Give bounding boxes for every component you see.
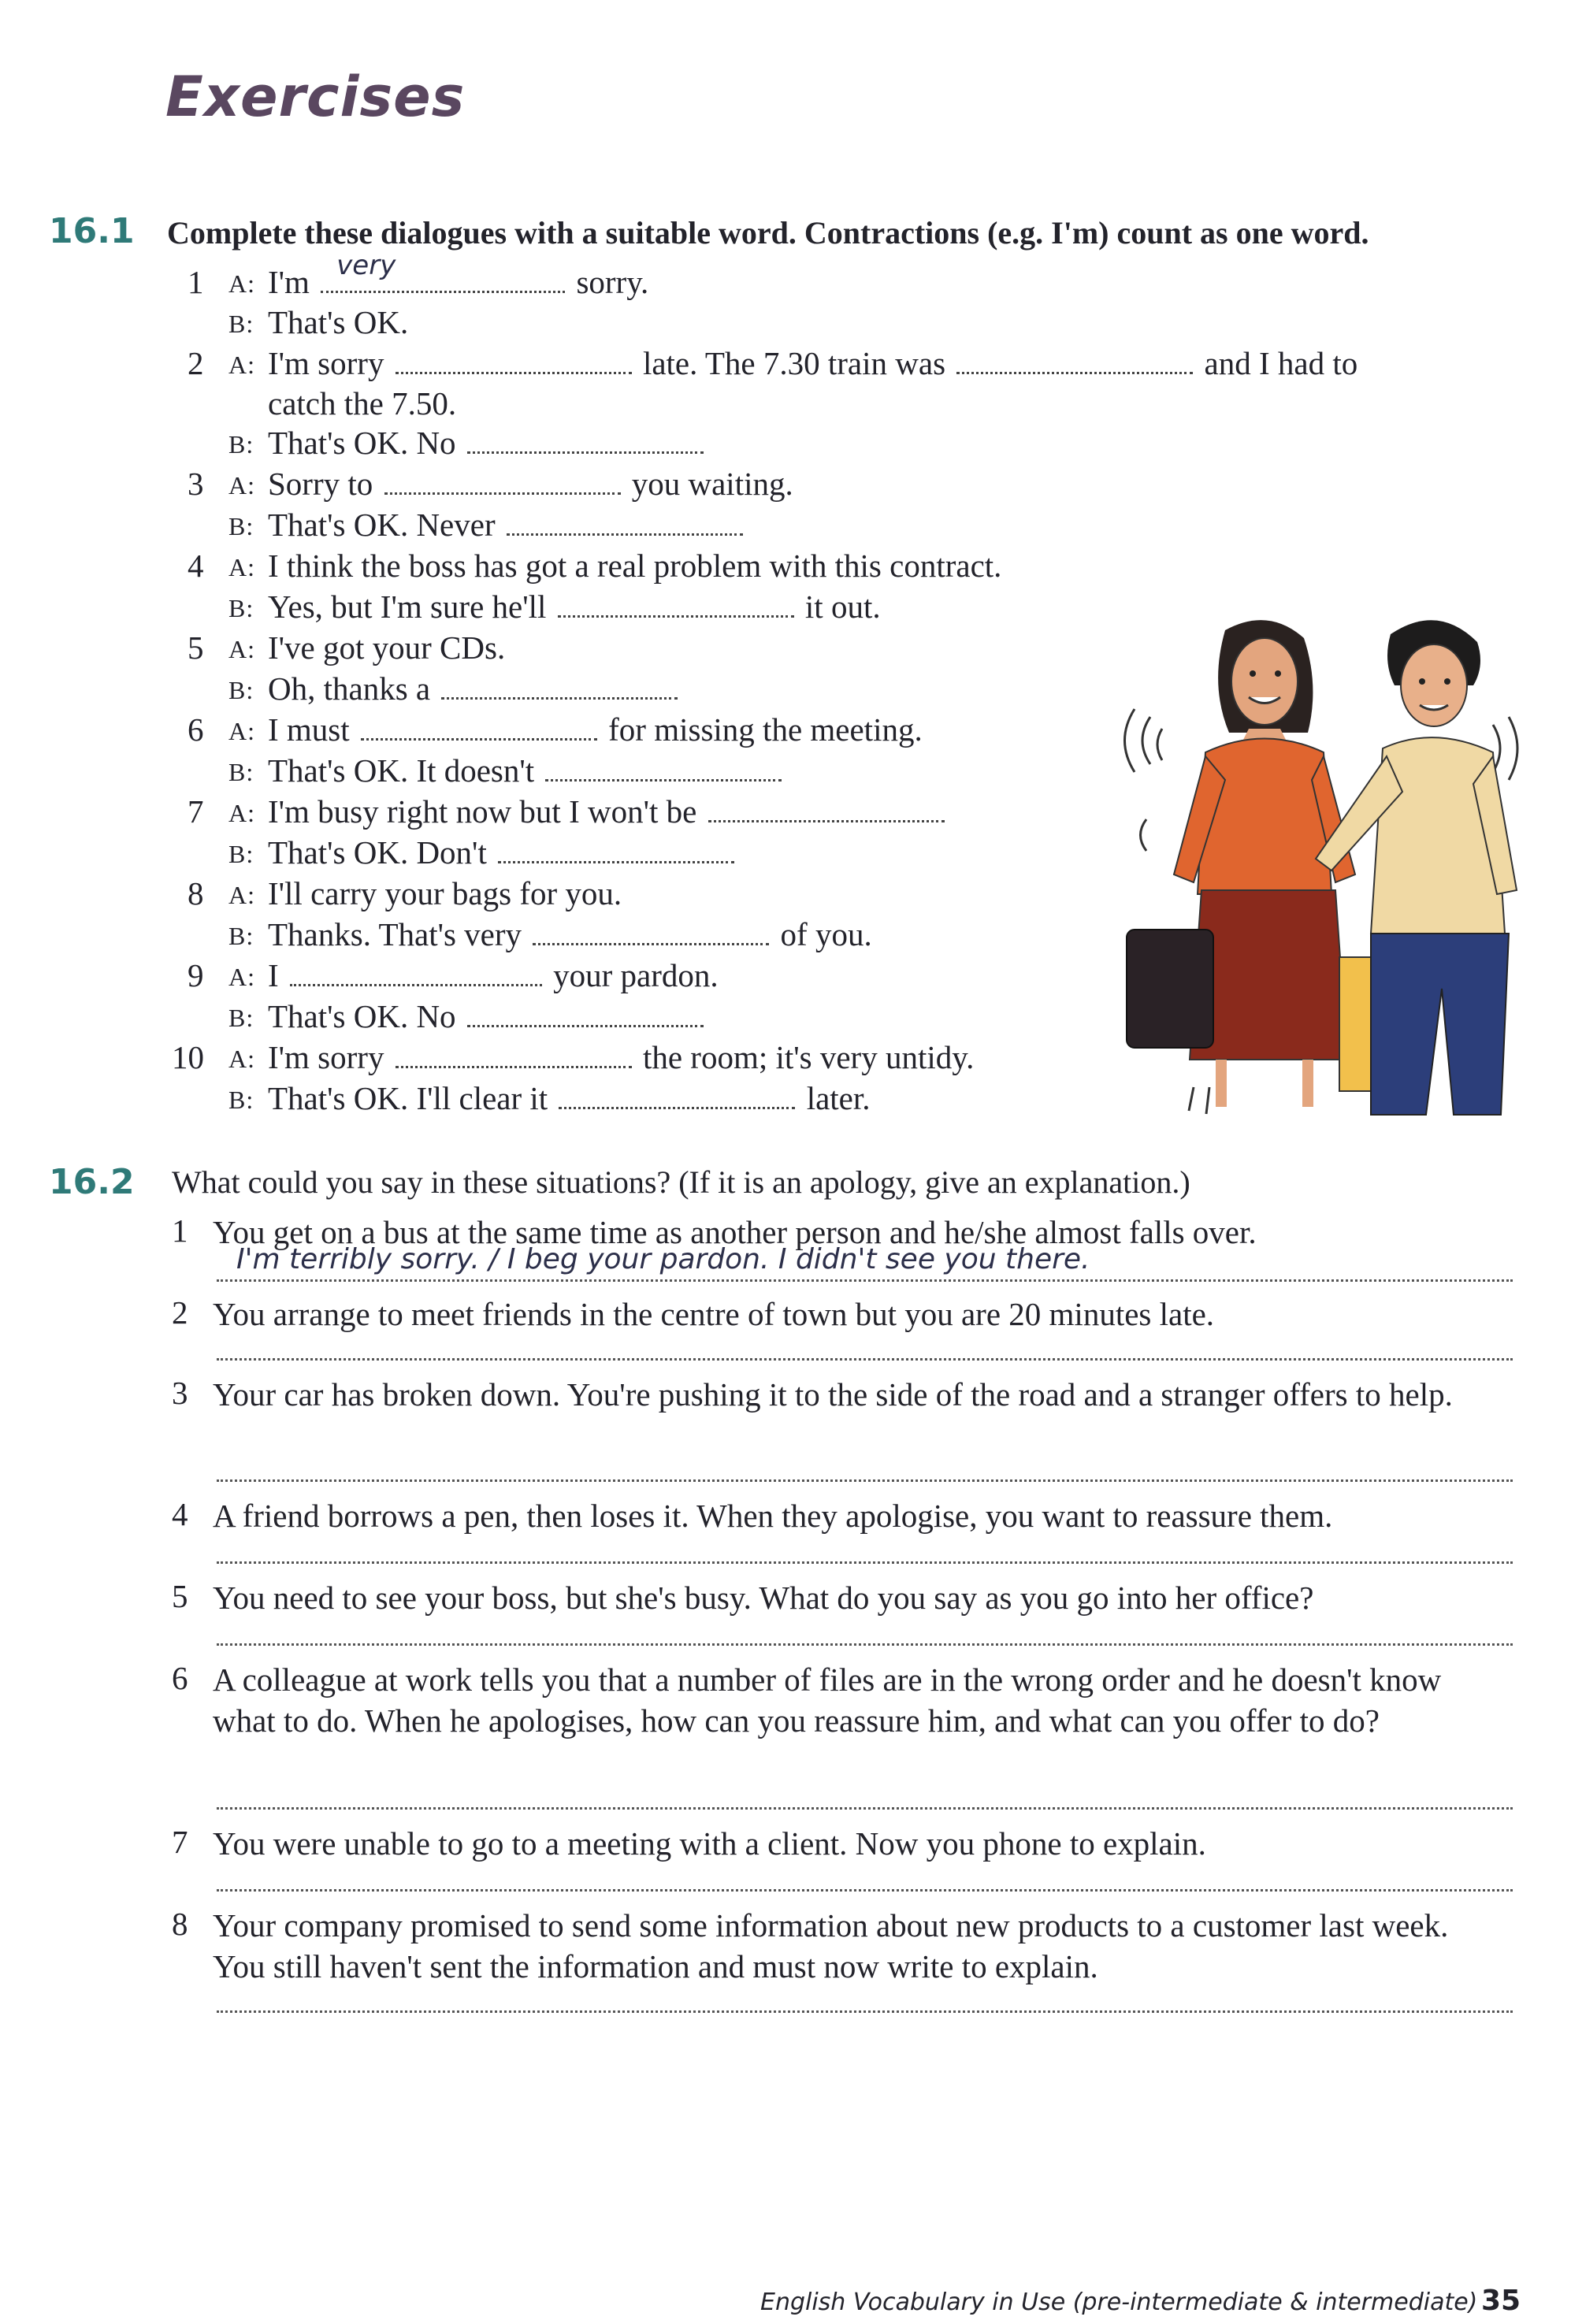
line-text: for missing the meeting.	[608, 711, 923, 748]
situation-text: You arrange to meet friends in the centre of town but you are 20 minutes late.	[213, 1296, 1215, 1332]
line-text: That's OK. No	[268, 425, 456, 461]
item-number: 2	[188, 345, 204, 381]
dialogue-line	[268, 915, 872, 953]
answer-blank[interactable]	[559, 1083, 795, 1109]
dialogue-line	[268, 424, 707, 462]
answer-blank[interactable]	[708, 796, 945, 822]
answer-blank[interactable]	[498, 837, 734, 863]
line-text: late. The 7.30 train was	[642, 345, 946, 381]
dialogue-line	[268, 793, 948, 830]
answer-blank[interactable]	[361, 715, 597, 741]
speaker-b: B:	[228, 758, 254, 786]
line-text: Sorry to	[268, 466, 373, 502]
line-text: That's OK. Don't	[268, 834, 487, 871]
speaker-b: B:	[228, 310, 254, 338]
line-text: the room; it's very untidy.	[642, 1039, 975, 1075]
answer-line[interactable]	[217, 1888, 1513, 1891]
item-number: 3	[172, 1375, 188, 1411]
dialogue-line	[268, 1038, 974, 1076]
item-number: 3	[188, 466, 204, 502]
item-number: 1	[172, 1212, 188, 1249]
line-text: sorry.	[576, 264, 649, 300]
illustration-two-people	[1103, 599, 1544, 1119]
dialogue-line	[268, 833, 737, 871]
speaker-a: A:	[228, 269, 255, 298]
item-number: 2	[172, 1294, 188, 1331]
dialogue-line: catch the 7.50.	[268, 385, 457, 421]
dialogue-line	[268, 997, 707, 1035]
line-text: That's OK. Never	[268, 507, 496, 543]
answer-blank[interactable]	[956, 348, 1193, 374]
exercise-instruction-16-2: What could you say in these situations? (If it is an apology, give an explanation.)	[172, 1164, 1190, 1200]
dialogue-line	[268, 588, 881, 626]
exercise-number-16-2: 16.2	[49, 1162, 135, 1202]
speaker-a: A:	[228, 1045, 255, 1073]
speaker-b: B:	[228, 840, 254, 868]
item-number: 4	[188, 548, 204, 584]
handwritten-answer: very	[336, 250, 396, 281]
line-text: later.	[806, 1080, 871, 1116]
dialogue-line: I'll carry your bags for you.	[268, 875, 622, 911]
answer-line[interactable]	[217, 1806, 1513, 1810]
dialogue-line	[268, 670, 681, 707]
line-text: I'm sorry	[268, 345, 384, 381]
line-text: of you.	[780, 916, 872, 952]
situation-text: You need to see your boss, but she's busy. What do you say as you go into her office?	[213, 1580, 1314, 1616]
answer-blank[interactable]	[467, 1001, 704, 1027]
footer-book-title: English Vocabulary in Use (pre-intermediate & intermediate)	[760, 2289, 1478, 2316]
answer-line[interactable]	[217, 1642, 1513, 1646]
speaker-b: B:	[228, 430, 254, 458]
item-number: 7	[172, 1824, 188, 1860]
line-text: it out.	[804, 588, 881, 625]
line-text: I	[268, 957, 279, 993]
answer-blank[interactable]	[321, 250, 565, 293]
speaker-b: B:	[228, 512, 254, 540]
item-number: 9	[188, 957, 204, 993]
line-text: Yes, but I'm sure he'll	[268, 588, 547, 625]
dialogue-line	[268, 1079, 871, 1117]
situation-text: Your company promised to send some information about new products to a customer last week. You still haven't sent the information and must now write to explain.	[213, 1907, 1449, 1984]
line-text: I must	[268, 711, 350, 748]
answer-blank[interactable]	[558, 592, 794, 618]
item-number: 8	[188, 875, 204, 911]
exercise-number-16-1: 16.1	[49, 211, 135, 251]
answer-blank[interactable]	[396, 1042, 632, 1068]
line-text: That's OK. I'll clear it	[268, 1080, 548, 1116]
item-number: 6	[188, 711, 204, 748]
item-number: 4	[172, 1496, 188, 1532]
answer-line[interactable]	[217, 1560, 1513, 1564]
line-text: I'm	[268, 264, 310, 300]
line-text: Thanks. That's very	[268, 916, 522, 952]
speaker-b: B:	[228, 676, 254, 704]
answer-blank[interactable]	[441, 674, 678, 700]
exercise-instruction-16-1: Complete these dialogues with a suitable word. Contractions (e.g. I'm) count as one word.	[167, 215, 1369, 251]
line-text: you waiting.	[631, 466, 793, 502]
answer-line[interactable]	[217, 2009, 1513, 2013]
line-text: That's OK. No	[268, 998, 456, 1034]
answer-blank[interactable]	[533, 919, 769, 945]
answer-blank[interactable]	[384, 469, 621, 495]
answer-blank[interactable]	[545, 755, 782, 781]
situation-text: A colleague at work tells you that a number of files are in the wrong order and he doesn't know what to do. When he apologises, how can you reassure him, and what can you offer to do?	[213, 1661, 1442, 1739]
item-number: 10	[172, 1039, 204, 1075]
speaker-a: A:	[228, 471, 255, 499]
dialogue-line: I think the boss has got a real problem with this contract.	[268, 548, 1002, 584]
dialogue-line	[268, 465, 793, 503]
answer-line[interactable]	[217, 1278, 1513, 1282]
line-text: That's OK. It doesn't	[268, 752, 535, 789]
answer-blank[interactable]	[290, 960, 542, 986]
example-answer: I'm terribly sorry. / I beg your pardon. I didn't see you there.	[236, 1243, 1090, 1275]
page-number: 35	[1481, 2285, 1521, 2317]
speaker-b: B:	[228, 1086, 254, 1114]
answer-blank[interactable]	[396, 348, 632, 374]
situation-text: You get on a bus at the same time as another person and he/she almost falls over.	[213, 1214, 1257, 1250]
item-number: 5	[172, 1578, 188, 1614]
situation-text: Your car has broken down. You're pushing it to the side of the road and a stranger offers to help.	[213, 1376, 1453, 1413]
item-number: 1	[188, 264, 204, 300]
item-number: 5	[188, 629, 204, 666]
dialogue-line	[268, 752, 785, 789]
dialogue-line	[268, 956, 719, 994]
speaker-a: A:	[228, 799, 255, 827]
speaker-b: B:	[228, 922, 254, 950]
line-text: I'm sorry	[268, 1039, 384, 1075]
line-text: Oh, thanks a	[268, 670, 431, 707]
line-text: I'm busy right now but I won't be	[268, 793, 697, 830]
answer-line[interactable]	[217, 1478, 1513, 1482]
line-text: and I had to	[1204, 345, 1358, 381]
situation-text: You were unable to go to a meeting with a client. Now you phone to explain.	[213, 1825, 1206, 1862]
dialogue-line	[268, 711, 923, 748]
dialogue-line: I've got your CDs.	[268, 629, 506, 666]
page-title: Exercises	[165, 65, 466, 129]
item-number: 6	[172, 1660, 188, 1696]
speaker-a: A:	[228, 351, 255, 379]
answer-blank[interactable]	[507, 510, 743, 536]
answer-blank[interactable]	[467, 428, 704, 454]
dialogue-line: That's OK.	[268, 304, 409, 340]
dialogue-line	[268, 344, 1357, 382]
answer-line[interactable]	[217, 1357, 1513, 1361]
line-text: your pardon.	[553, 957, 719, 993]
speaker-b: B:	[228, 1004, 254, 1032]
speaker-a: A:	[228, 963, 255, 991]
speaker-a: A:	[228, 553, 255, 581]
dialogue-line	[268, 506, 746, 544]
speaker-a: A:	[228, 635, 255, 663]
item-number: 7	[188, 793, 204, 830]
situation-text: A friend borrows a pen, then loses it. When they apologise, you want to reassure them.	[213, 1498, 1333, 1534]
speaker-a: A:	[228, 881, 255, 909]
dialogue-line	[268, 250, 649, 301]
speaker-b: B:	[228, 594, 254, 622]
speaker-a: A:	[228, 717, 255, 745]
item-number: 8	[172, 1906, 188, 1942]
